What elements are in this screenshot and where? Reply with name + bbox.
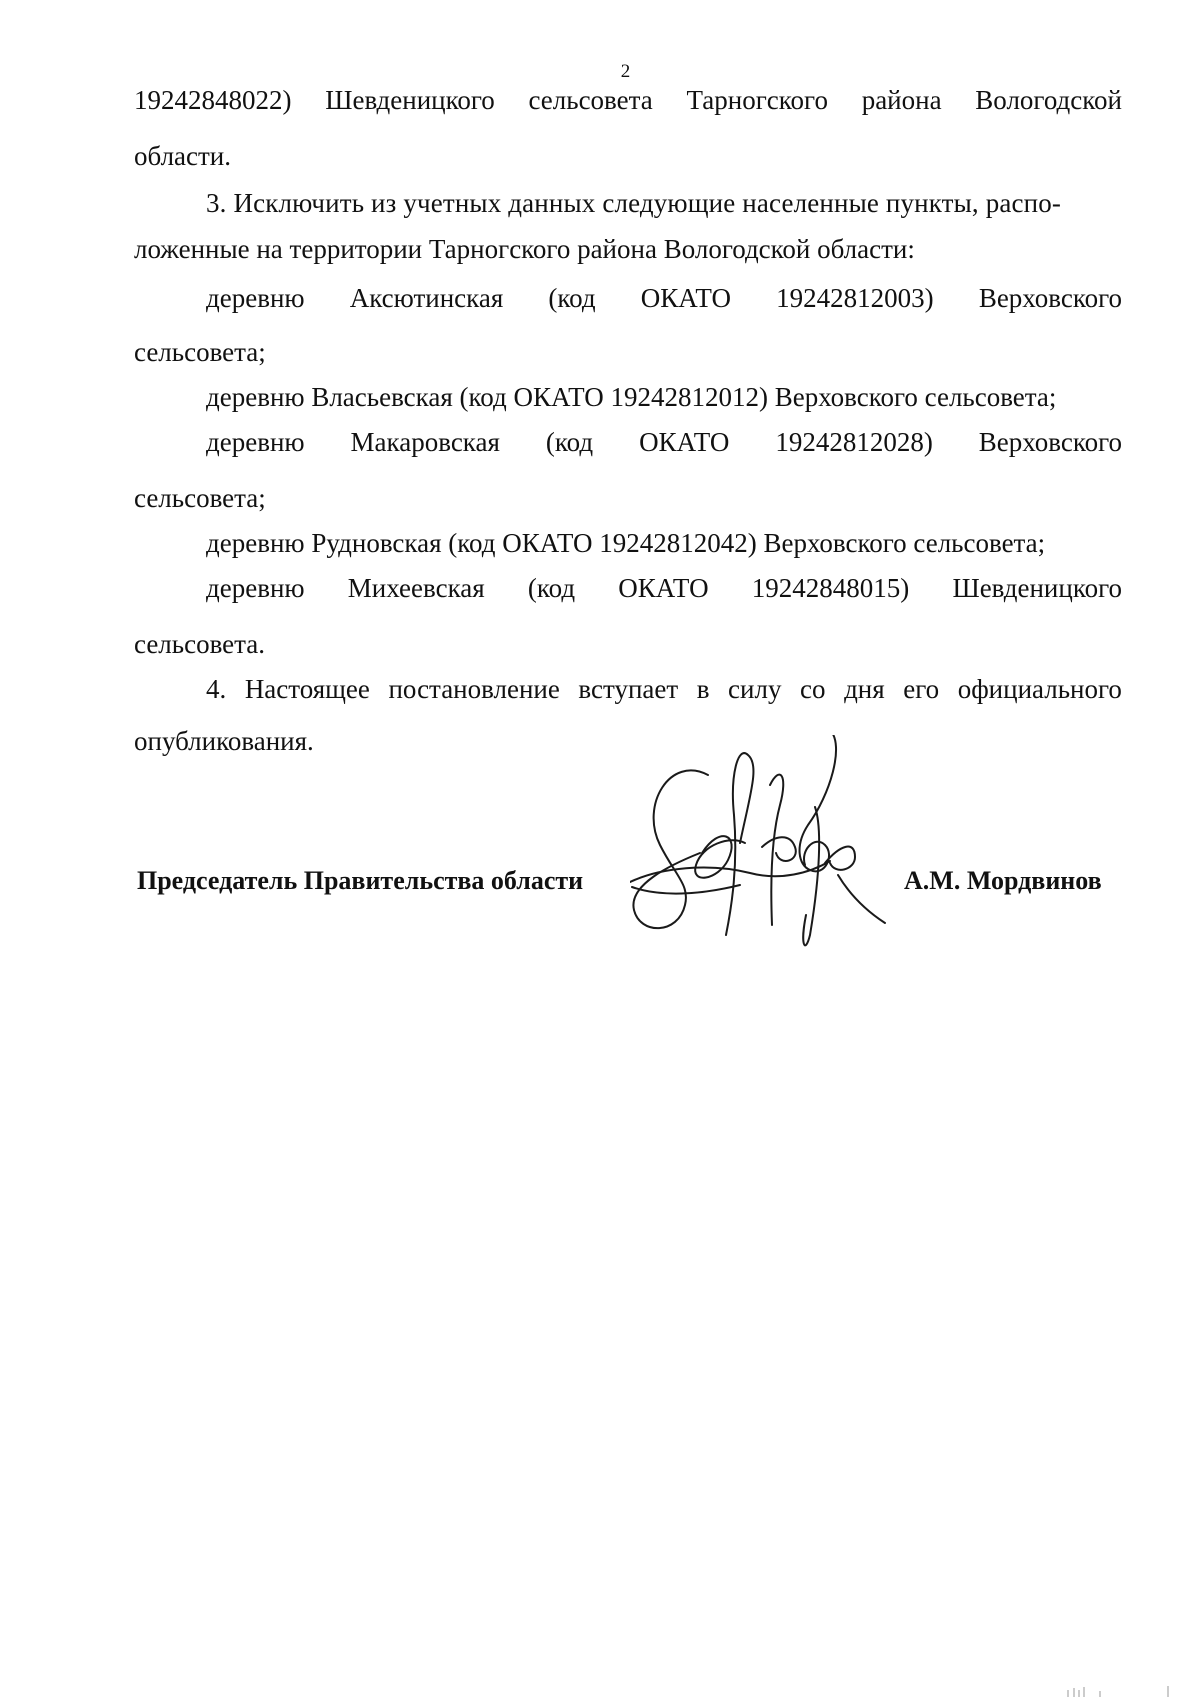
word: Тарногского (686, 85, 828, 115)
word: 19242848022) (134, 85, 292, 115)
list-item-makarovskaya (206, 426, 1122, 458)
word: Верховского (978, 283, 1122, 313)
word: 19242848015) (751, 573, 910, 603)
list-item-makarovskaya-continuation: сельсовета; (134, 483, 266, 513)
list-item-mikheevskaya-continuation: сельсовета. (134, 629, 266, 659)
list-item-vlasyevskaya: деревню Власьевская (код ОКАТО 19242812012) Верховского сельсовета; (206, 382, 1057, 412)
word: Шевденицкого (952, 573, 1122, 603)
word: ОКАТО (618, 573, 709, 603)
word: Шевденицкого (325, 85, 495, 115)
word: (код (527, 573, 576, 603)
list-item-aksyutinskaya-continuation: сельсовета; (134, 337, 266, 367)
paragraph-4-line-1 (206, 673, 1122, 705)
paragraph-2-line-2: области. (134, 141, 232, 171)
scan-artifact (1060, 1682, 1180, 1697)
word: ОКАТО (639, 427, 730, 457)
word: (код (548, 283, 596, 313)
word: Вологодской (975, 85, 1122, 115)
word: сельсовета (528, 85, 653, 115)
word: вступает (578, 674, 679, 704)
word: деревню (206, 573, 305, 603)
word: Аксютинская (349, 283, 504, 313)
word: со (800, 674, 826, 704)
page-number: 2 (620, 61, 631, 82)
paragraph-4-line-2: опубликования. (134, 726, 314, 756)
word: 4. (206, 674, 227, 704)
word: Настоящее (244, 674, 370, 704)
list-item-rudnovskaya: деревню Рудновская (код ОКАТО 19242812042) Верховского сельсовета; (206, 528, 1046, 558)
word: Макаровская (350, 427, 500, 457)
signatory-name: А.М. Мордвинов (904, 866, 1102, 895)
word: его (903, 674, 940, 704)
paragraph-2-line-1 (134, 84, 1122, 116)
word: деревню (206, 283, 305, 313)
word: района (861, 85, 942, 115)
list-item-mikheevskaya (206, 572, 1122, 604)
word: Михеевская (347, 573, 485, 603)
word: дня (844, 674, 885, 704)
word: Верховского (978, 427, 1122, 457)
handwritten-signature (630, 735, 890, 965)
word: в (696, 674, 710, 704)
word: официального (957, 674, 1122, 704)
word: деревню (206, 427, 305, 457)
word: постановление (388, 674, 560, 704)
word: (код (545, 427, 594, 457)
word: 19242812028) (775, 427, 933, 457)
word: ОКАТО (640, 283, 732, 313)
word: 19242812003) (776, 283, 934, 313)
signatory-title: Председатель Правительства области (137, 866, 584, 895)
paragraph-3-line-1: 3. Исключить из учетных данных следующие населенные пункты, распо- (206, 188, 1062, 218)
list-item-aksyutinskaya (206, 282, 1122, 314)
paragraph-3-line-2: ложенные на территории Тарногского района Вологодской области: (134, 234, 915, 264)
word: силу (728, 674, 782, 704)
